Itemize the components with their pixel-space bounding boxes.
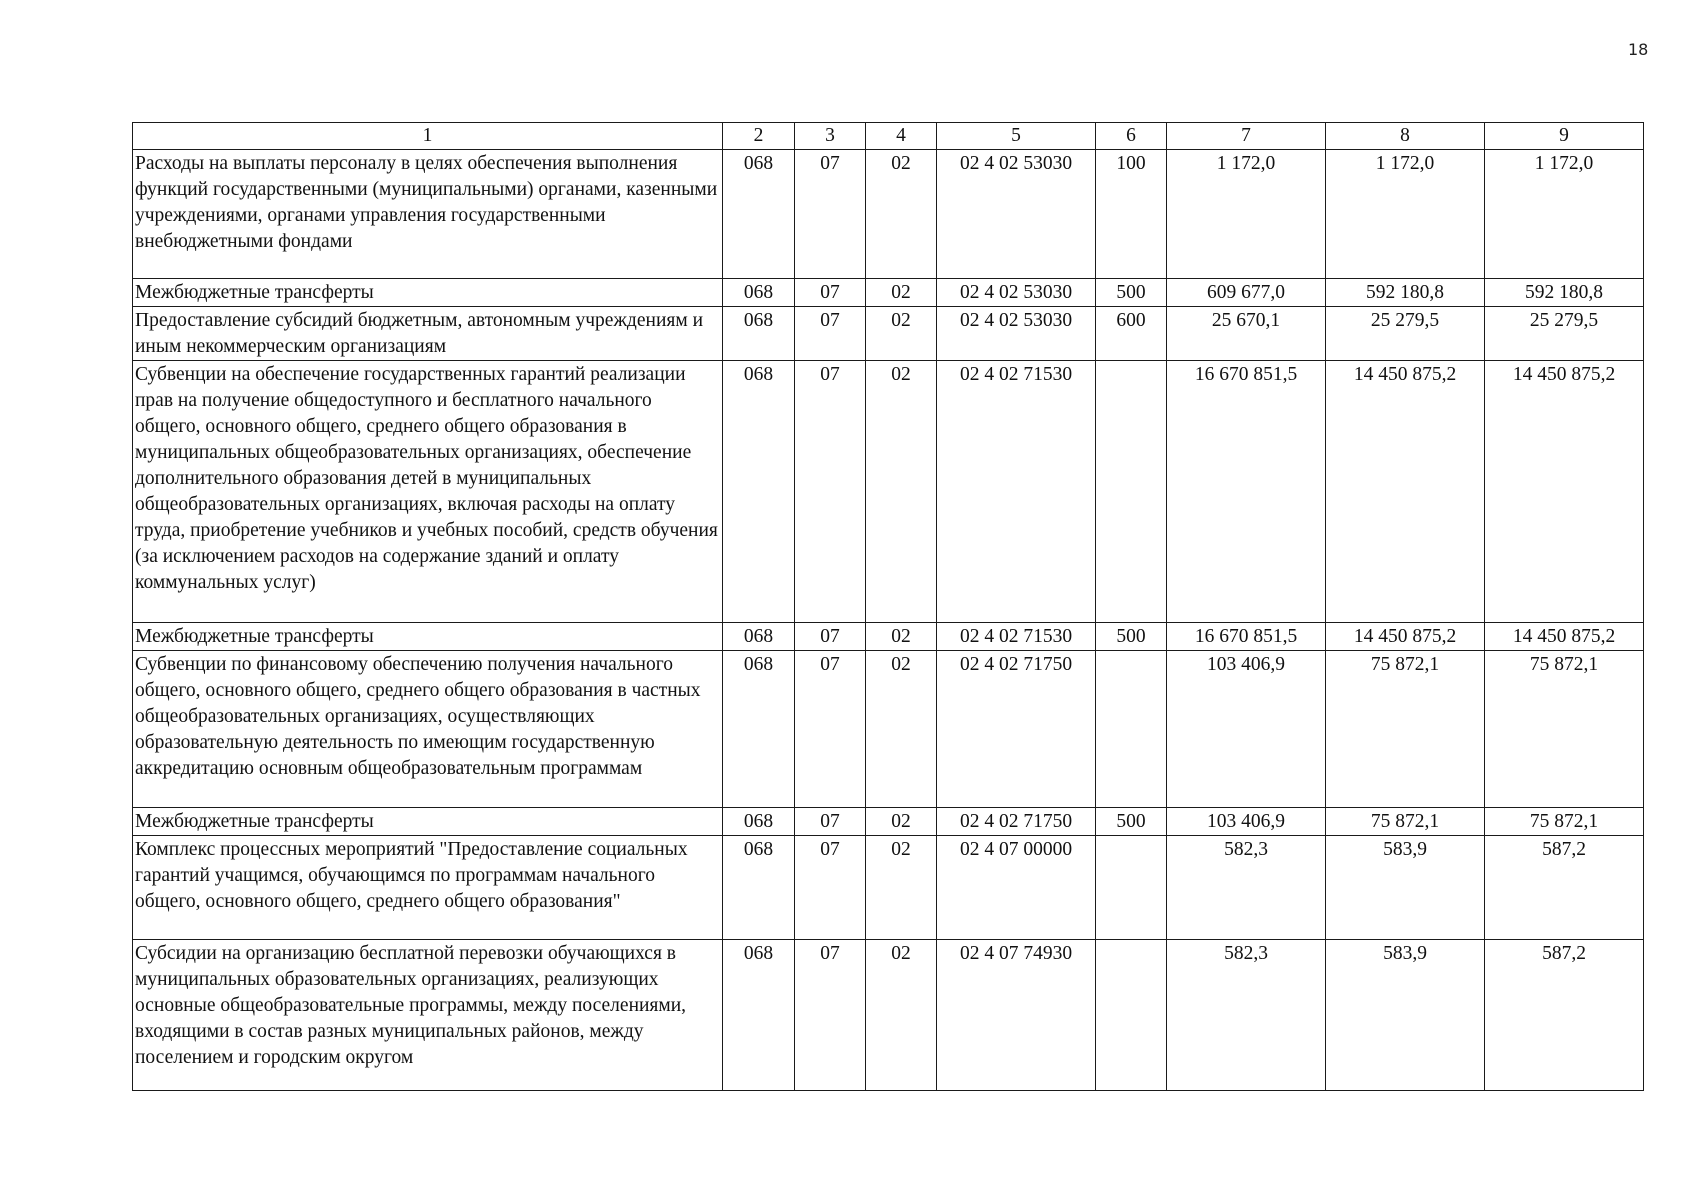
amount-col9-cell: 75 872,1 [1485,651,1644,808]
amount-col8-cell: 14 450 875,2 [1326,361,1485,623]
table-row [133,940,1644,1091]
admin-code-cell: 068 [723,623,795,651]
admin-code-cell: 068 [723,651,795,808]
subsection-code-cell: 02 [866,307,937,361]
amount-col7-cell: 16 670 851,5 [1167,361,1326,623]
target-article-cell: 02 4 07 00000 [937,836,1096,940]
header-cell: 3 [795,123,866,150]
row-description: Расходы на выплаты персоналу в целях обеспечения выполнения функций государственными (муниципальными) органами, казенными учреждениями, органами управления государственными внебюджетными фондами [133,150,723,279]
target-article-cell: 02 4 02 71530 [937,623,1096,651]
section-code-cell: 07 [795,623,866,651]
amount-col7-cell: 582,3 [1167,940,1326,1091]
row-description: Субвенции на обеспечение государственных гарантий реализации прав на получение общедоступного и бесплатного начального общего, основного общего, среднего общего образования в муниципальных общеобразовательных организациях, обеспечение дополнительного образования детей в муниципальных общеобразовательных организациях, включая расходы на оплату труда, приобретение учебников и учебных пособий, средств обучения (за исключением расходов на содержание зданий и оплату коммунальных услуг) [133,361,723,623]
admin-code-cell: 068 [723,307,795,361]
amount-col8-cell: 583,9 [1326,836,1485,940]
admin-code-cell: 068 [723,150,795,279]
row-description: Субвенции по финансовому обеспечению получения начального общего, основного общего, среднего общего образования в частных общеобразовательных организациях, осуществляющих образовательную деятельность по имеющим государственную аккредитацию основным общеобразовательным программам [133,651,723,808]
amount-col7-cell: 103 406,9 [1167,808,1326,836]
section-code-cell: 07 [795,361,866,623]
header-cell: 2 [723,123,795,150]
subsection-code-cell: 02 [866,836,937,940]
expense-type-cell: 500 [1096,808,1167,836]
row-description: Межбюджетные трансферты [133,279,723,307]
section-code-cell: 07 [795,808,866,836]
target-article-cell: 02 4 02 53030 [937,150,1096,279]
subsection-code-cell: 02 [866,623,937,651]
amount-col9-cell: 14 450 875,2 [1485,623,1644,651]
header-cell: 9 [1485,123,1644,150]
amount-col8-cell: 1 172,0 [1326,150,1485,279]
subsection-code-cell: 02 [866,150,937,279]
table-row [133,307,1644,361]
admin-code-cell: 068 [723,836,795,940]
target-article-cell: 02 4 02 71750 [937,651,1096,808]
amount-col7-cell: 16 670 851,5 [1167,623,1326,651]
amount-col7-cell: 1 172,0 [1167,150,1326,279]
subsection-code-cell: 02 [866,940,937,1091]
row-description: Межбюджетные трансферты [133,808,723,836]
target-article-cell: 02 4 02 71750 [937,808,1096,836]
table-row [133,150,1644,279]
header-cell: 8 [1326,123,1485,150]
row-description: Субсидии на организацию бесплатной перевозки обучающихся в муниципальных образовательных организациях, реализующих основные общеобразовательные программы, между поселениями, входящими в состав разных муниципальных районов, между поселением и городским округом [133,940,723,1091]
expense-type-cell: 100 [1096,150,1167,279]
subsection-code-cell: 02 [866,808,937,836]
table-row [133,279,1644,307]
expense-type-cell [1096,836,1167,940]
amount-col9-cell: 592 180,8 [1485,279,1644,307]
section-code-cell: 07 [795,836,866,940]
expense-type-cell: 500 [1096,623,1167,651]
table-row [133,623,1644,651]
amount-col8-cell: 75 872,1 [1326,651,1485,808]
table-row [133,361,1644,623]
page-number: 18 [1628,40,1649,59]
admin-code-cell: 068 [723,808,795,836]
expense-type-cell [1096,361,1167,623]
admin-code-cell: 068 [723,361,795,623]
amount-col7-cell: 609 677,0 [1167,279,1326,307]
table-row [133,836,1644,940]
target-article-cell: 02 4 02 53030 [937,307,1096,361]
amount-col9-cell: 25 279,5 [1485,307,1644,361]
amount-col9-cell: 587,2 [1485,940,1644,1091]
expense-type-cell [1096,940,1167,1091]
amount-col9-cell: 75 872,1 [1485,808,1644,836]
amount-col9-cell: 14 450 875,2 [1485,361,1644,623]
table-header-row [133,123,1644,150]
header-cell: 7 [1167,123,1326,150]
header-cell: 4 [866,123,937,150]
amount-col7-cell: 103 406,9 [1167,651,1326,808]
amount-col8-cell: 75 872,1 [1326,808,1485,836]
amount-col9-cell: 1 172,0 [1485,150,1644,279]
subsection-code-cell: 02 [866,361,937,623]
amount-col9-cell: 587,2 [1485,836,1644,940]
row-description: Предоставление субсидий бюджетным, автономным учреждениям и иным некоммерческим организациям [133,307,723,361]
section-code-cell: 07 [795,150,866,279]
amount-col8-cell: 25 279,5 [1326,307,1485,361]
row-description: Комплекс процессных мероприятий "Предоставление социальных гарантий учащимся, обучающимся по программам начального общего, основного общего, среднего общего образования" [133,836,723,940]
amount-col7-cell: 25 670,1 [1167,307,1326,361]
header-cell: 1 [133,123,723,150]
admin-code-cell: 068 [723,940,795,1091]
budget-table [132,122,1644,1091]
header-cell: 5 [937,123,1096,150]
header-cell: 6 [1096,123,1167,150]
amount-col7-cell: 582,3 [1167,836,1326,940]
expense-type-cell: 600 [1096,307,1167,361]
expense-type-cell: 500 [1096,279,1167,307]
section-code-cell: 07 [795,651,866,808]
subsection-code-cell: 02 [866,651,937,808]
section-code-cell: 07 [795,940,866,1091]
target-article-cell: 02 4 02 53030 [937,279,1096,307]
table-row [133,808,1644,836]
subsection-code-cell: 02 [866,279,937,307]
target-article-cell: 02 4 07 74930 [937,940,1096,1091]
section-code-cell: 07 [795,307,866,361]
expense-type-cell [1096,651,1167,808]
section-code-cell: 07 [795,279,866,307]
amount-col8-cell: 592 180,8 [1326,279,1485,307]
row-description: Межбюджетные трансферты [133,623,723,651]
table-row [133,651,1644,808]
target-article-cell: 02 4 02 71530 [937,361,1096,623]
admin-code-cell: 068 [723,279,795,307]
amount-col8-cell: 14 450 875,2 [1326,623,1485,651]
amount-col8-cell: 583,9 [1326,940,1485,1091]
